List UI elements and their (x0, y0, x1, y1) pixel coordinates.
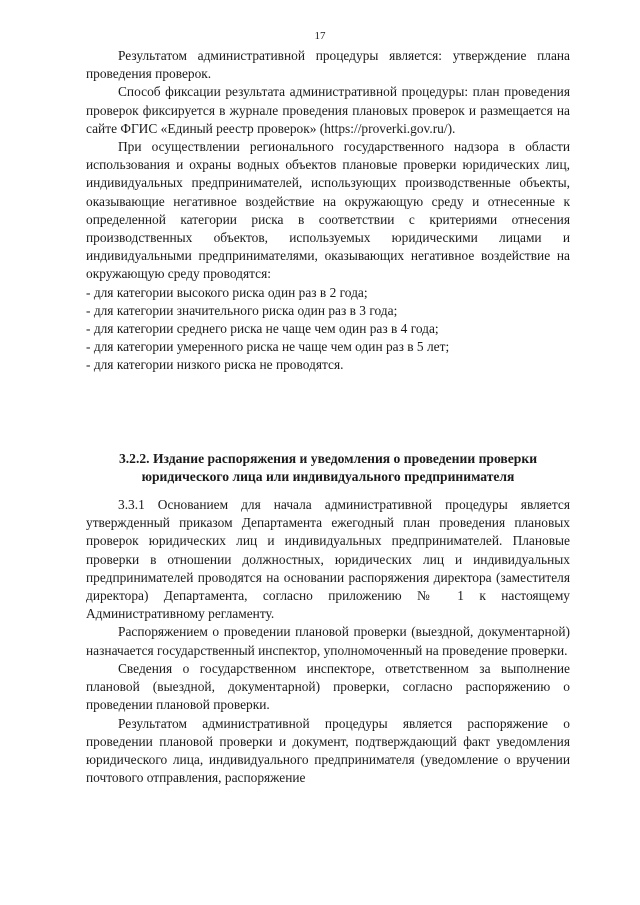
paragraph-basis: 3.3.1 Основанием для начала административной процедуры является утвержденный приказом Департамента ежегодный план проведения плановых проверок юридических лиц и индивидуальных предпринимателей. Плановые проверки в отношении должностных, юридических лиц и индивидуальных предпринимателей проводятся на основании распоряжения директора (заместителя директора) Департамента, согласно приложению № 1 к настоящему Административному регламенту. (86, 497, 570, 622)
paragraph-result: Результатом административной процедуры является: утверждение плана проведения проверок. (86, 48, 570, 82)
section-heading: 3.2.2. Издание распоряжения и уведомления о проведении проверки юридического лица или индивидуального предпринимателя (118, 450, 538, 484)
paragraph-inspector-info: Сведения о государственном инспекторе, ответственном за выполнение плановой (выездной, документарной) проверки, согласно распоряжению о проведении плановой проверки. (86, 660, 570, 713)
paragraph-fixation-method: Способ фиксации результата административной процедуры: план проведения проверок фиксируется в журнале проведения плановых проверок и размещается на сайте ФГИС «Единый реестр проверок» (https://proverki.gov.ru/). (86, 84, 570, 136)
list-item-moderate-risk: - для категории умеренного риска не чаще чем один раз в 5 лет; (86, 338, 570, 356)
document-body (86, 47, 570, 787)
list-item-high-risk: - для категории высокого риска один раз в 2 года; (86, 284, 570, 302)
list-item-significant-risk: - для категории значительного риска один раз в 3 года; (86, 302, 570, 320)
list-item-low-risk: - для категории низкого риска не проводятся. (86, 356, 570, 374)
paragraph-inspector-appointment: Распоряжением о проведении плановой проверки (выездной, документарной) назначается государственный инспектор, уполномоченный на проведение проверки. (86, 624, 570, 658)
risk-category-list (86, 284, 570, 375)
list-item-medium-risk: - для категории среднего риска не чаще чем один раз в 4 года; (86, 320, 570, 338)
paragraph-inspection-frequency: При осуществлении регионального государственного надзора в области использования и охраны водных объектов плановые проверки юридических лиц, индивидуальных предпринимателей, использующих производственные объекты, оказывающие негативное воздействие на окружающую среду и отнесенные к определенной категории риска в соответствии с критериями отнесения производственных объектов, используемых юридическими лицами и индивидуальными предпринимателями, оказывающих негативное воздействие на окружающую среду проводятся: (86, 139, 570, 282)
paragraph-procedure-result: Результатом административной процедуры является распоряжение о проведении плановой проверки и документ, подтверждающий факт уведомления юридического лица, индивидуального предпринимателя (уведомление о вручении почтового отправления, распоряжение (86, 715, 570, 786)
page-number: 17 (314, 30, 326, 42)
